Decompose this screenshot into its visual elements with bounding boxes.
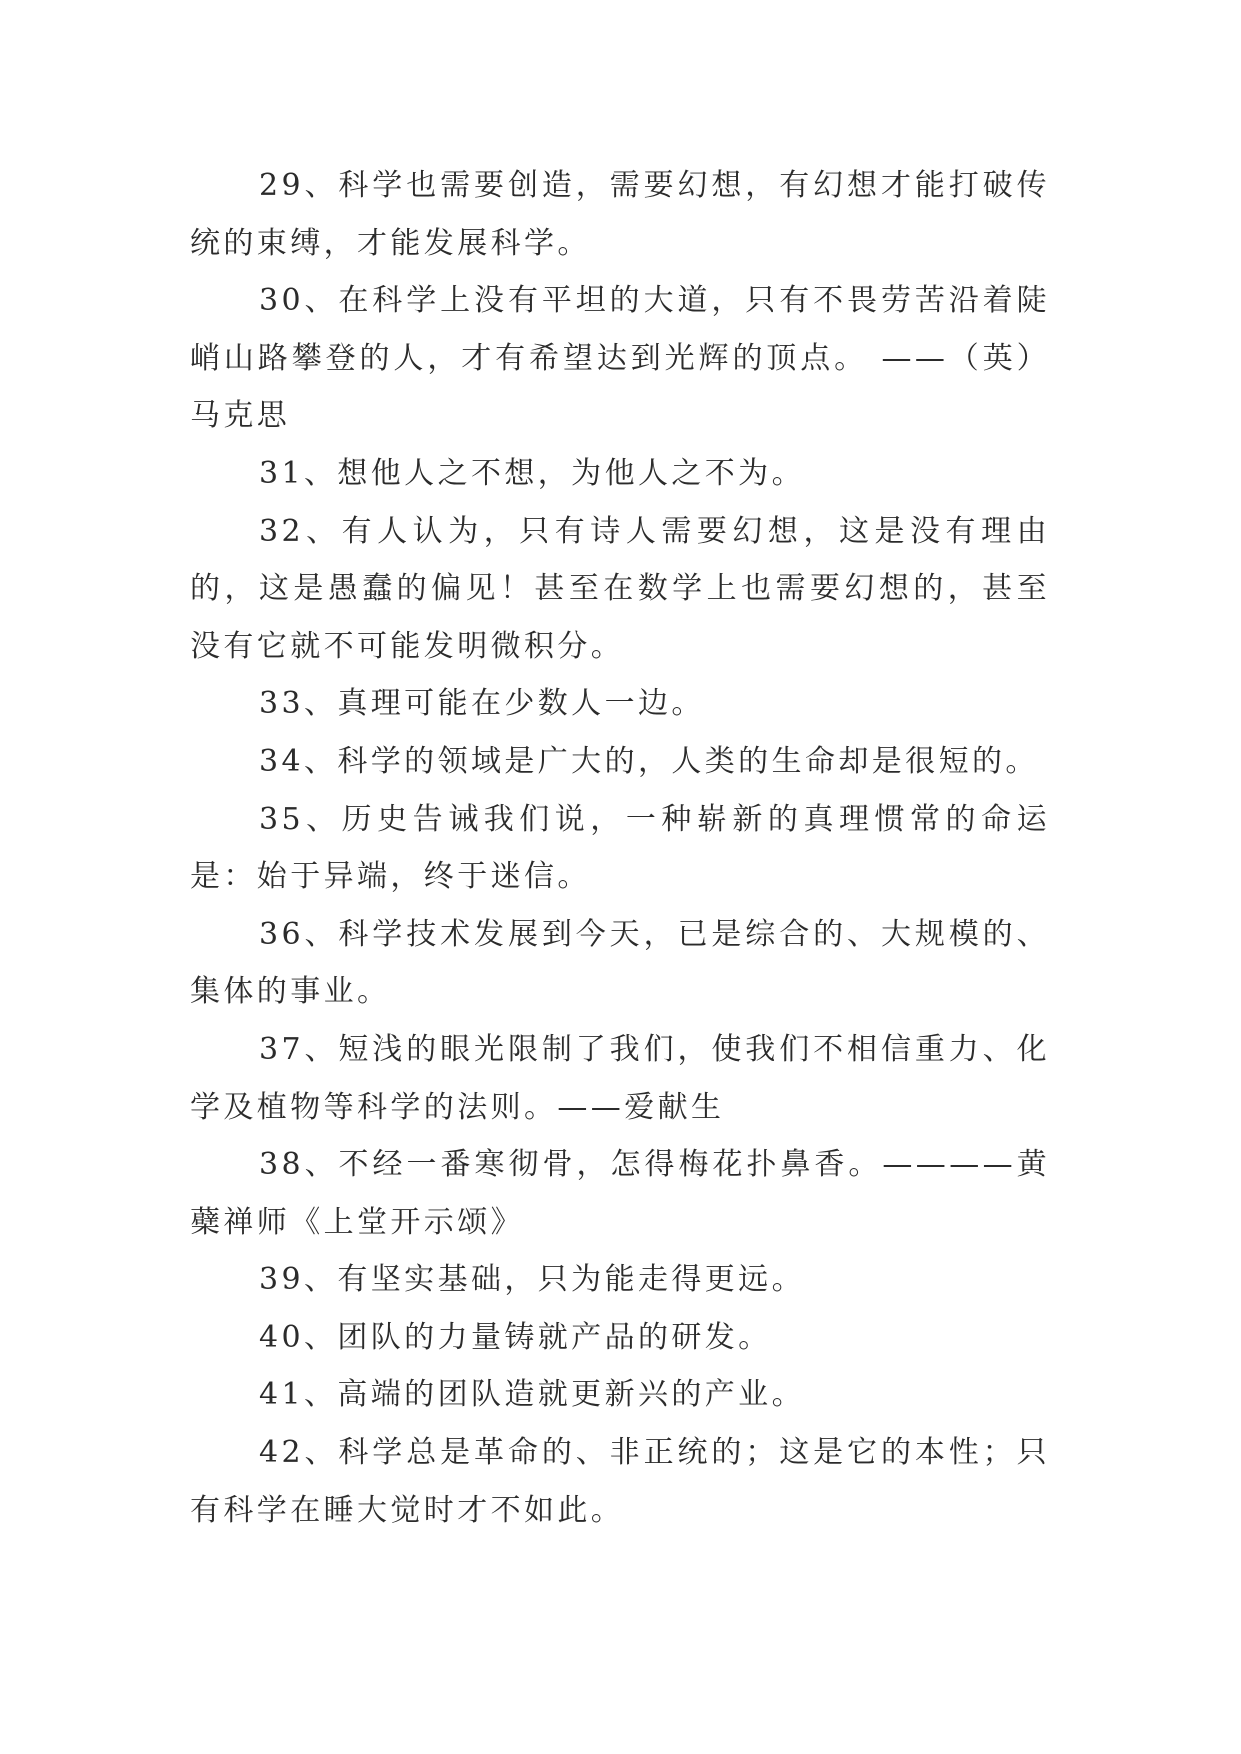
- paragraph-33: 33、真理可能在少数人一边。: [259, 686, 705, 722]
- paragraph-31: 31、想他人之不想，为他人之不为。: [259, 455, 805, 491]
- paragraph-36: 36、科学技术发展到今天，已是综合的、大规模的、集体的事业。: [190, 916, 1050, 1010]
- paragraph-29: 29、科学也需要创造，需要幻想，有幻想才能打破传统的束缚，才能发展科学。: [190, 168, 1050, 261]
- paragraph-41: 41、高端的团队造就更新兴的产业。: [259, 1377, 805, 1413]
- paragraph-32: 32、有人认为，只有诗人需要幻想，这是没有理由的，这是愚蠢的偏见！甚至在数学上也需要幻想的，甚至没有它就不可能发明微积分。: [190, 513, 1050, 664]
- paragraph-39: 39、有坚实基础，只为能走得更远。: [259, 1262, 805, 1298]
- paragraph-34: 34、科学的领域是广大的，人类的生命却是很短的。: [259, 743, 1039, 779]
- paragraph-37: 37、短浅的眼光限制了我们，使我们不相信重力、化学及植物等科学的法则。——爱献生: [190, 1031, 1050, 1125]
- paragraph-38: 38、不经一番寒彻骨，怎得梅花扑鼻香。————黄蘗禅师《上堂开示颂》: [190, 1147, 1050, 1240]
- paragraph-30: 30、在科学上没有平坦的大道，只有不畏劳苦沿着陡峭山路攀登的人，才有希望达到光辉的顶点。 ——（英）马克思: [190, 283, 1050, 434]
- paragraph-42: 42、科学总是革命的、非正统的；这是它的本性；只有科学在睡大觉时才不如此。: [190, 1435, 1050, 1528]
- paragraph-35: 35、历史告诫我们说，一种崭新的真理惯常的命运是：始于异端，终于迷信。: [190, 801, 1050, 895]
- paragraph-40: 40、团队的力量铸就产品的研发。: [259, 1319, 772, 1355]
- document-body: [190, 157, 1050, 1539]
